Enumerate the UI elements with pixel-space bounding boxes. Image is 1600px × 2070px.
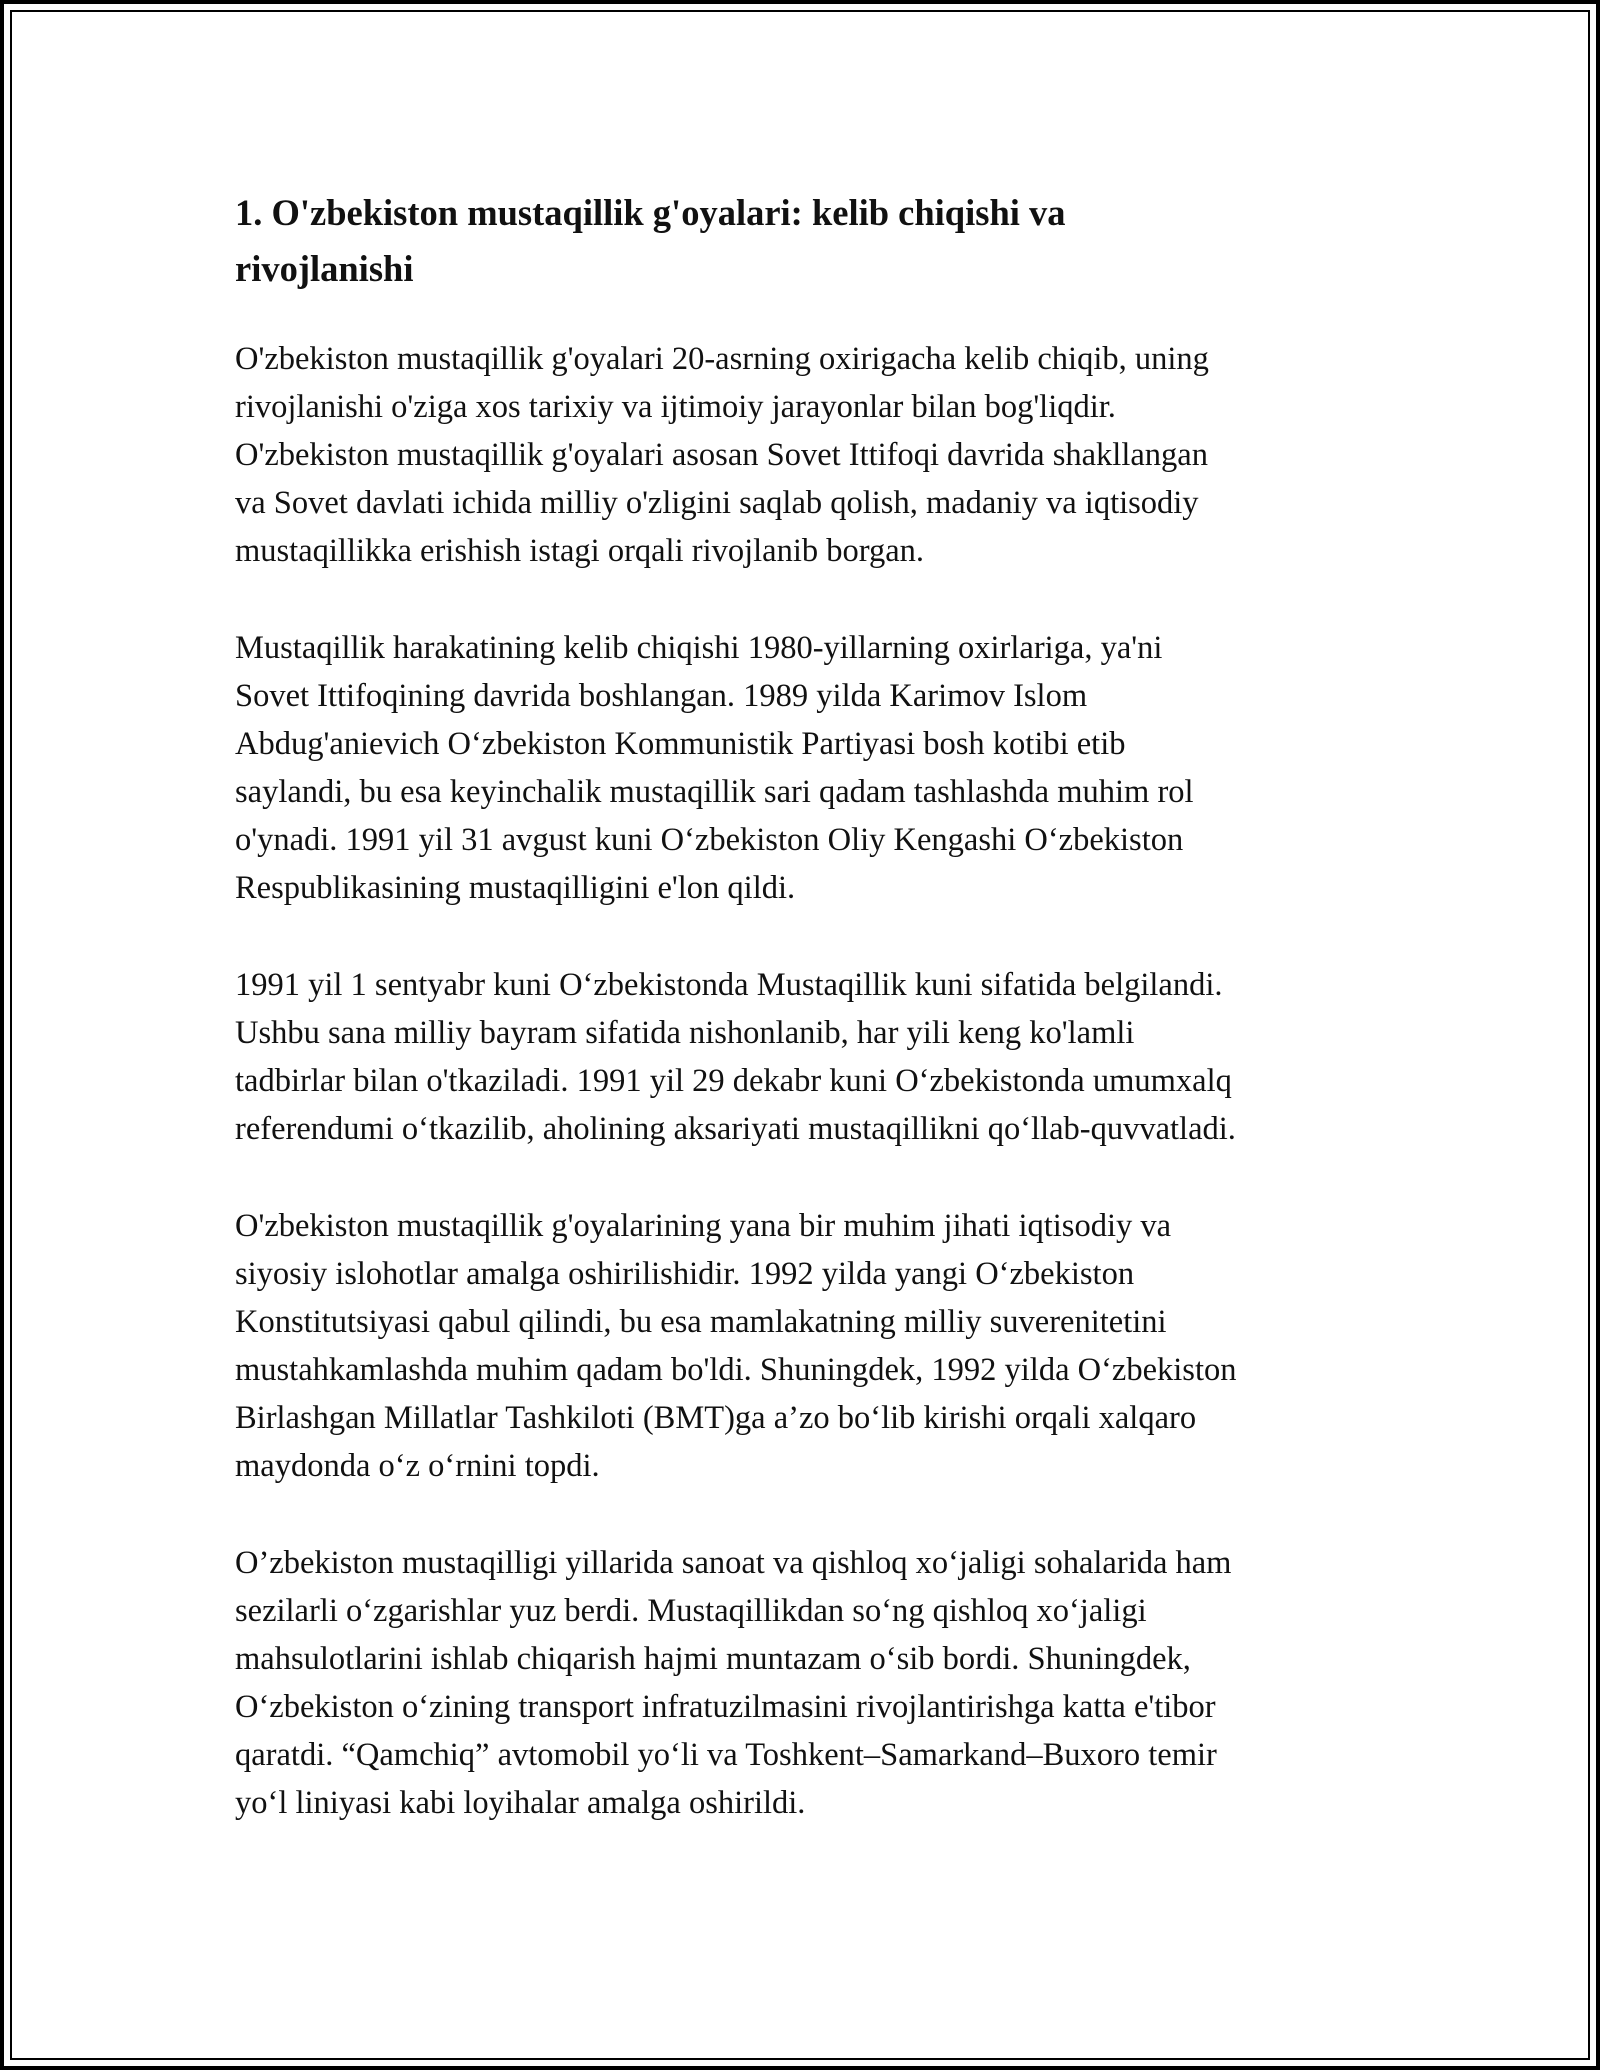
- paragraph-origins: O'zbekiston mustaqillik g'oyalari 20-asrning oxirigacha kelib chiqib, uning rivojlanishi o'ziga xos tarixiy va ijtimoiy jarayonlar bilan bog'liqdir. O'zbekiston mustaqillik g'oyalari asosan Sovet Ittifoqi davrida shakllangan va Sovet davlati ichida milliy o'zligini saqlab qolish, madaniy va iqtisodiy mustaqillikka erishish istagi orqali rivojlanib borgan.: [235, 341, 1209, 569]
- document-title: 1. O'zbekiston mustaqillik g'oyalari: kelib chiqishi va rivojlanishi: [235, 192, 1066, 289]
- paragraph-reforms: O'zbekiston mustaqillik g'oyalarining yana bir muhim jihati iqtisodiy va siyosiy islohotlar amalga oshirilishidir. 1992 yilda yangi O‘zbekiston Konstitutsiyasi qabul qilindi, bu esa mamlakatning milliy suverenitetini mustahkamlashda muhim qadam bo'ldi. Shuningdek, 1992 yilda O‘zbekiston Birlashgan Millatlar Tashkiloti (BMT)ga a’zo bo‘lib kirishi orqali xalqaro maydonda o‘z o‘rnini topdi.: [235, 1208, 1237, 1484]
- document-body: [235, 185, 1375, 1876]
- paragraph-independence-movement: Mustaqillik harakatining kelib chiqishi 1980-yillarning oxirlariga, ya'ni Sovet Ittifoqining davrida boshlangan. 1989 yilda Karimov Islom Abdug'anievich O‘zbekiston Kommunistik Partiyasi bosh kotibi etib saylandi, bu esa keyinchalik mustaqillik sari qadam tashlashda muhim rol o'ynadi. 1991 yil 31 avgust kuni O‘zbekiston Oliy Kengashi O‘zbekiston Respublikasining mustaqilligini e'lon qildi.: [235, 630, 1194, 906]
- paragraph-economy: O’zbekiston mustaqilligi yillarida sanoat va qishloq xo‘jaligi sohalarida ham sezilarli o‘zgarishlar yuz berdi. Mustaqillikdan so‘ng qishloq xo‘jaligi mahsulotlarini ishlab chiqarish hajmi muntazam o‘sib bordi. Shuningdek, O‘zbekiston o‘zining transport infratuzilmasini rivojlantirishga katta e'tibor qaratdi. “Qamchiq” avtomobil yo‘li va Toshkent–Samarkand–Buxoro temir yo‘l liniyasi kabi loyihalar amalga oshirildi.: [235, 1545, 1232, 1821]
- paragraph-independence-day: 1991 yil 1 sentyabr kuni O‘zbekistonda Mustaqillik kuni sifatida belgilandi. Ushbu sana milliy bayram sifatida nishonlanib, har yili keng ko'lamli tadbirlar bilan o'tkaziladi. 1991 yil 29 dekabr kuni O‘zbekistonda umumxalq referendumi o‘tkazilib, aholining aksariyati mustaqillikni qo‘llab-quvvatladi.: [235, 967, 1236, 1147]
